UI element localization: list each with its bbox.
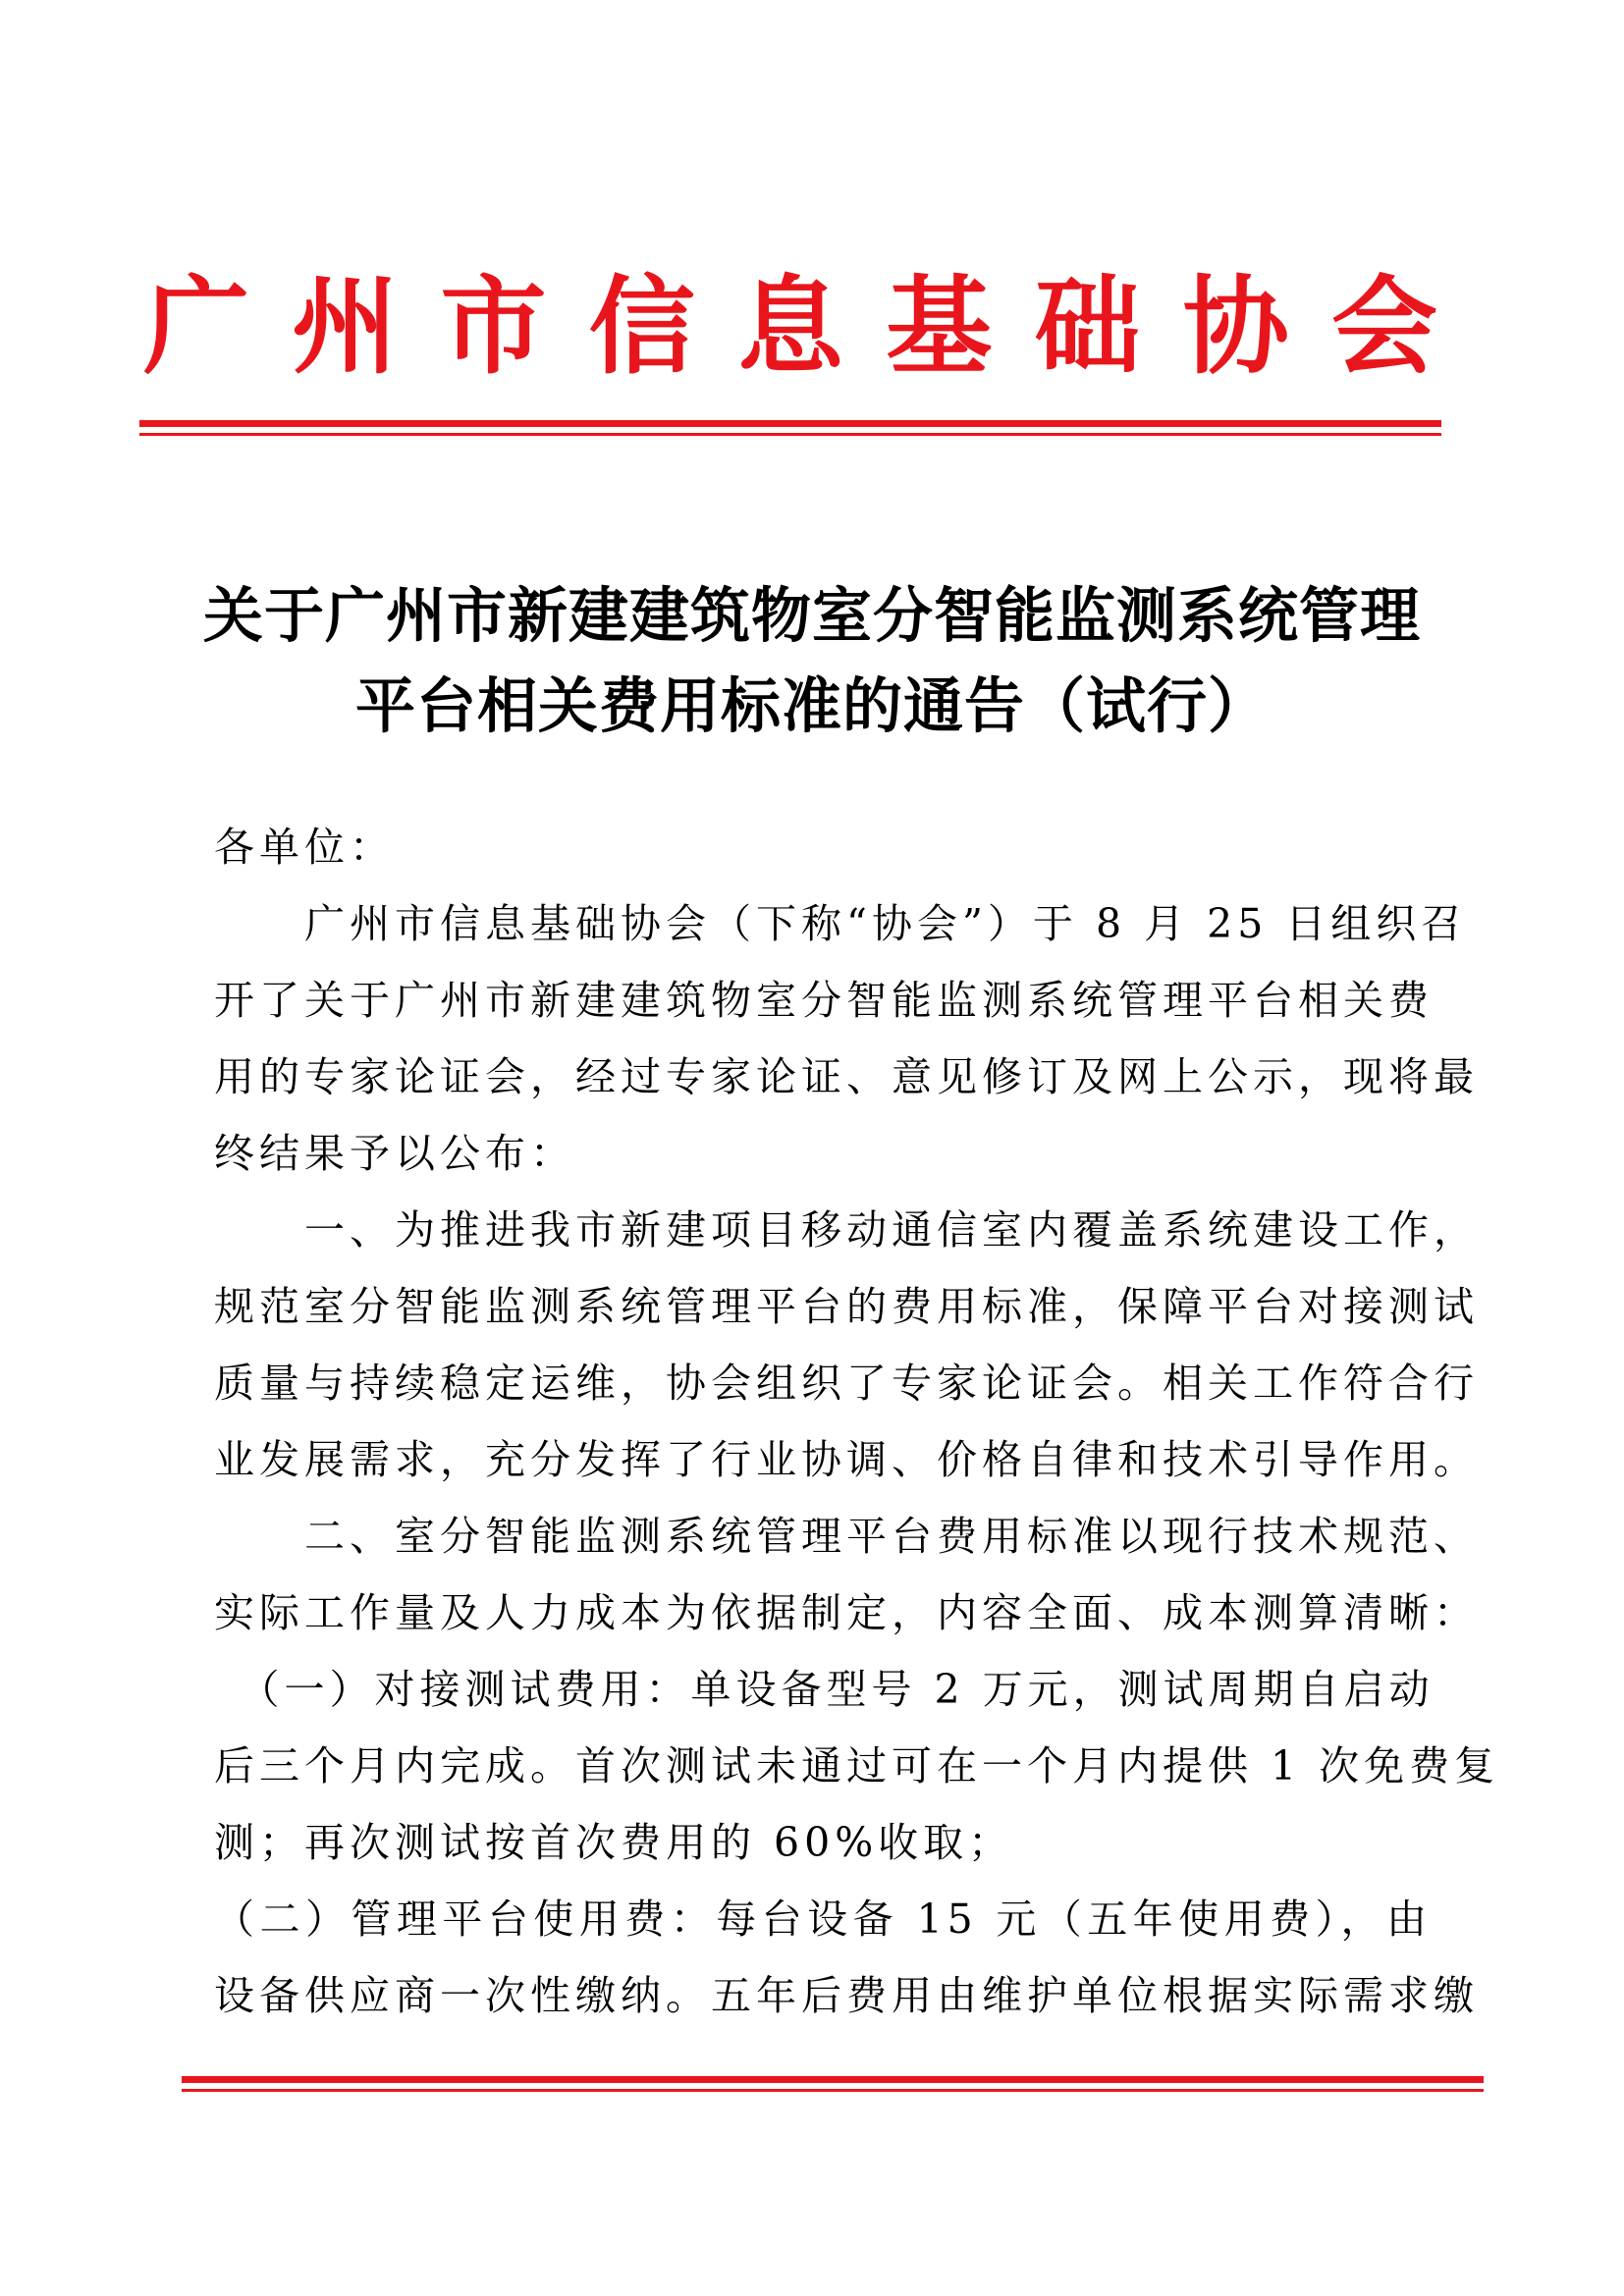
body-line-salutation: 各单位： — [214, 824, 395, 871]
body-line: （一）对接测试费用：单设备型号 2 万元，测试周期自启动 — [214, 1666, 1435, 1713]
body-line: 一、为推进我市新建项目移动通信室内覆盖系统建设工作， — [214, 1206, 1479, 1254]
letterhead-char: 市 — [440, 265, 547, 389]
title-line-2: 平台相关费用标准的通告（试行） — [354, 671, 1269, 741]
body-line: 规范室分智能监测系统管理平台的费用标准，保障平台对接测试 — [214, 1283, 1479, 1330]
footer-rule-thick — [182, 2076, 1484, 2083]
body-line: 终结果予以公布： — [214, 1130, 575, 1177]
letterhead-char: 协 — [1182, 265, 1289, 389]
body-line: 质量与持续稳定运维，协会组织了专家论证会。相关工作符合行 — [214, 1360, 1479, 1407]
body-line: 后三个月内完成。首次测试未通过可在一个月内提供 1 次免费复 — [214, 1742, 1500, 1789]
letterhead-char: 广 — [142, 265, 249, 389]
letterhead-char: 会 — [1330, 265, 1437, 389]
body-line: 用的专家论证会，经过专家论证、意见修订及网上公示，现将最 — [214, 1053, 1479, 1100]
letterhead-rule-thick — [139, 420, 1441, 427]
body-line: 广州市信息基础协会（下称“协会”）于 8 月 25 日组织召 — [214, 900, 1467, 947]
letterhead-char: 州 — [292, 265, 399, 389]
body-line: 业发展需求，充分发挥了行业协调、价格自律和技术引导作用。 — [214, 1436, 1479, 1483]
letterhead-char: 础 — [1034, 265, 1141, 389]
title-line-1: 关于广州市新建建筑物室分智能监测系统管理 — [202, 581, 1421, 651]
letterhead-rule-thin — [139, 433, 1441, 436]
body-line: 测；再次测试按首次费用的 60%收取； — [214, 1819, 1014, 1866]
letterhead-org-name — [137, 263, 1443, 391]
body-line: 实际工作量及人力成本为依据制定，内容全面、成本测算清晰： — [214, 1589, 1479, 1636]
body-line: 设备供应商一次性缴纳。五年后费用由维护单位根据实际需求缴 — [214, 1972, 1479, 2019]
letterhead-char: 基 — [886, 265, 993, 389]
document-title — [147, 571, 1477, 752]
letterhead-char: 息 — [736, 265, 843, 389]
footer-rule-thin — [182, 2089, 1484, 2092]
body-line: （二）管理平台使用费：每台设备 15 元（五年使用费），由 — [214, 1896, 1432, 1943]
letterhead-char: 信 — [588, 265, 695, 389]
body-line: 开了关于广州市新建建筑物室分智能监测系统管理平台相关费 — [214, 977, 1434, 1024]
body-line: 二、室分智能监测系统管理平台费用标准以现行技术规范、 — [214, 1513, 1479, 1560]
